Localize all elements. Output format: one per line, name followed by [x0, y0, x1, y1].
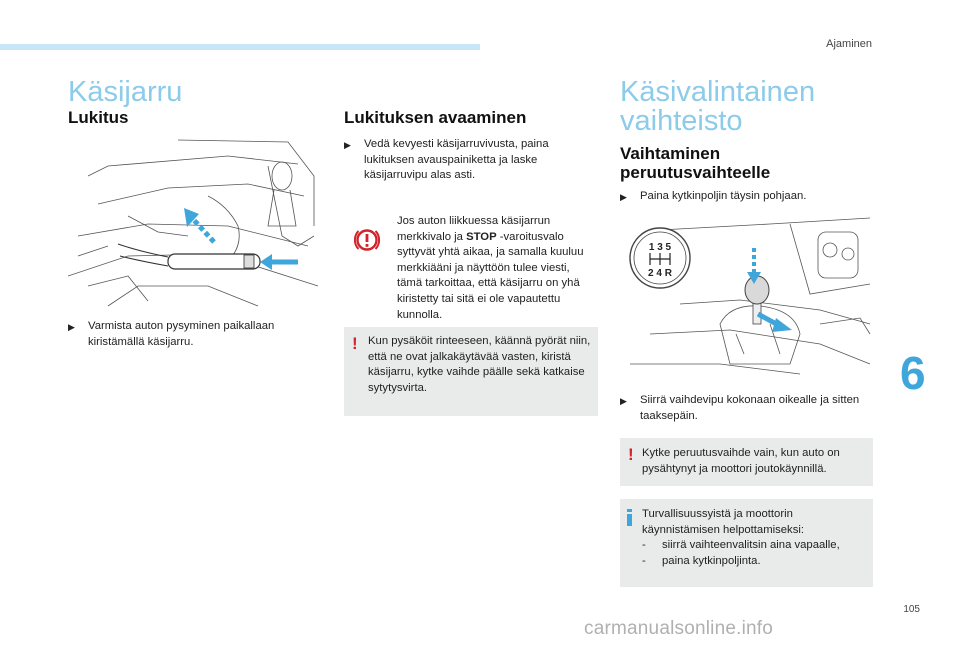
bullet-text: Varmista auton pysyminen paikallaan kiristämällä käsijarru. [88, 320, 275, 348]
warning-note-text: Kun pysäköit rinteeseen, käännä pyörät niin, että ne ovat jalkakäytävää vasten, kiristä käsijarru, kytke vaihde päälle sekä katkaise sytytysvirta. [368, 335, 591, 394]
manual-gearbox-title-line2: vaihteisto [620, 105, 743, 137]
bullet-text: Paina kytkinpoljin täysin pohjaan. [640, 190, 807, 202]
gear-lever-illustration [620, 214, 872, 384]
watermark: carmanualsonline.info [584, 618, 774, 639]
bullet-item [344, 137, 584, 184]
exclamation-icon: ! [628, 445, 634, 464]
handbrake-illustration [68, 136, 324, 308]
reverse-subtitle-line1: Vaihtaminen [620, 144, 721, 163]
warning-note-box [344, 327, 598, 416]
unlocking-title: Lukituksen avaaminen [344, 108, 527, 127]
bullet-item [620, 393, 870, 424]
gear-pattern-bottom: 2 4 R [648, 268, 672, 279]
warning-note-text: Kytke peruutusvaihde vain, kun auto on pysähtynyt ja moottori joutokäynnillä. [642, 447, 840, 475]
page-number: 105 [903, 604, 920, 615]
info-icon [627, 509, 632, 526]
info-intro: Turvallisuussyistä ja moottorin käynnistämisen helpottamiseksi: [642, 508, 804, 536]
info-note-content [642, 507, 868, 569]
gear-pattern-top: 1 3 5 [648, 242, 672, 253]
header-color-bar [0, 44, 480, 50]
manual-gearbox-title-line1: Käsivalintainen [620, 76, 816, 108]
bullet-arrow-icon: ▶ [68, 322, 75, 332]
chapter-number: 6 [900, 347, 926, 399]
bullet-item [68, 319, 308, 350]
warning-light-icon [352, 225, 382, 255]
reverse-subtitle-line2: peruutusvaihteelle [620, 163, 771, 182]
bullet-arrow-icon: ▶ [620, 396, 627, 406]
section-header: Ajaminen [826, 38, 872, 50]
bullet-text: Siirrä vaihdevipu kokonaan oikealle ja sitten taaksepäin. [640, 394, 860, 422]
handbrake-title: Käsijarru [68, 76, 183, 108]
stop-label: STOP [466, 230, 497, 243]
warning-note-box [620, 438, 873, 486]
locking-subtitle: Lukitus [68, 108, 129, 127]
bullet-item [620, 189, 870, 206]
list-item: - paina kytkinpoljinta. [642, 554, 761, 567]
bullet-arrow-icon: ▶ [620, 192, 627, 202]
info-note-box [620, 499, 873, 587]
bullet-arrow-icon: ▶ [344, 140, 351, 150]
bullet-text: Vedä kevyesti käsijarruvivusta, paina lukituksen avauspainiketta ja laske käsijarruvipu alas asti. [364, 138, 549, 182]
handbrake-alert-text: Jos auton liikkuessa käsijarrun merkkivalo ja STOP -varoitusvalo syttyvät yhtä aikaa, ja samalla kuuluu merkkiääni ja näyttöön tulee viesti, tämä tarkoittaa, että käsijarru on yhä kiristetty tai sitä ei ole vapautettu kunnolla. [397, 215, 584, 321]
list-item: - siirrä vaihteenvalitsin aina vapaalle, [642, 539, 840, 552]
exclamation-icon: ! [352, 334, 358, 353]
